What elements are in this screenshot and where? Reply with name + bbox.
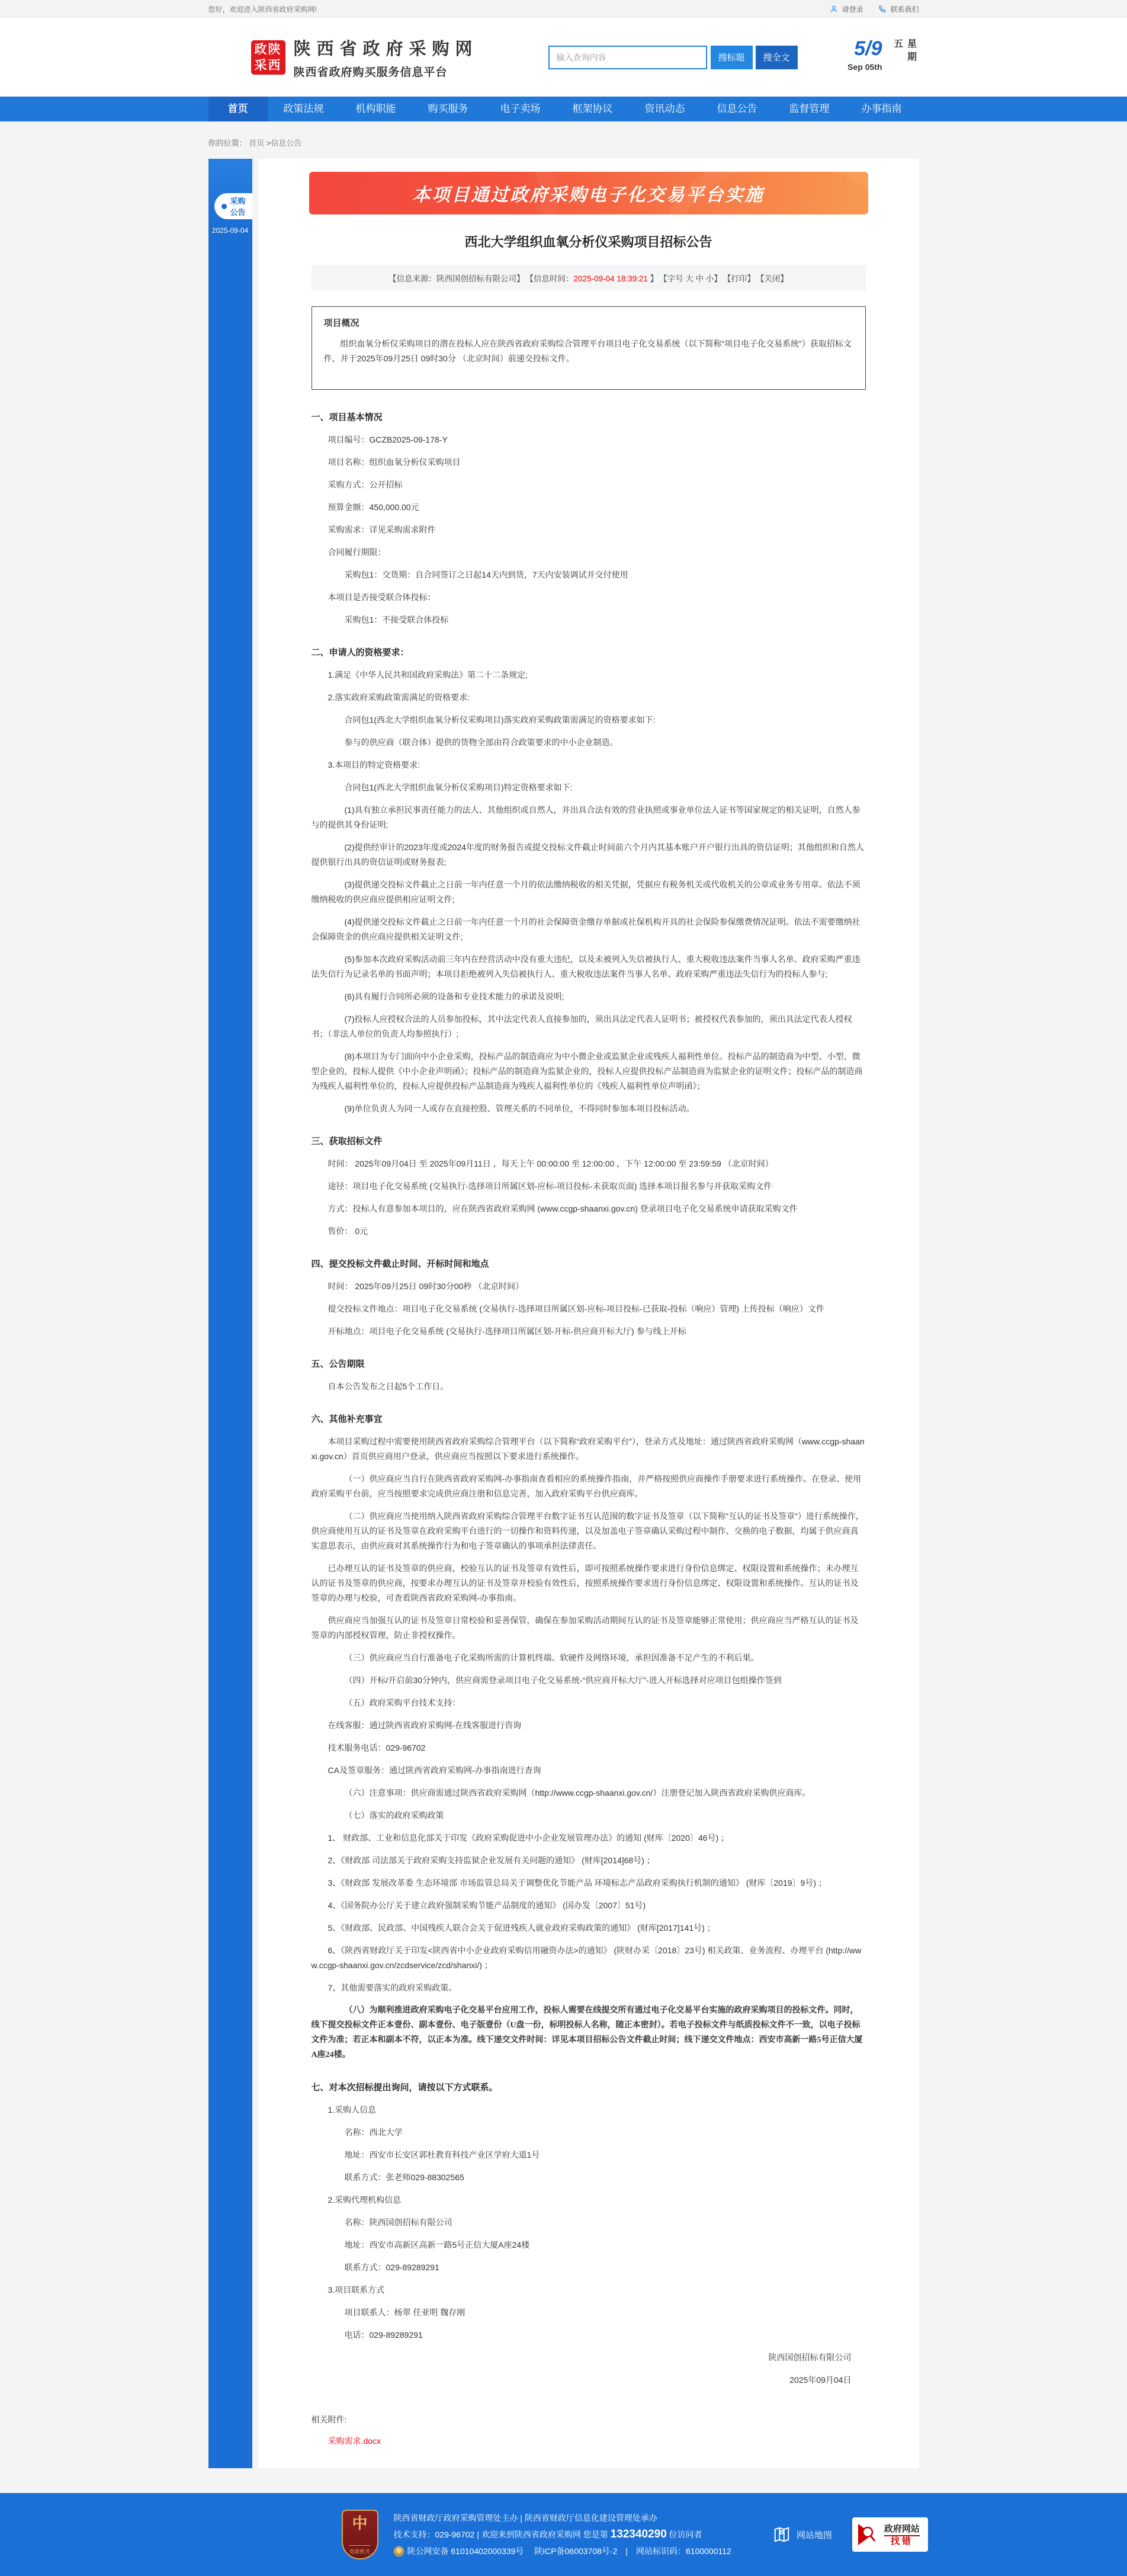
article-paragraph: (1)具有独立承担民事责任能力的法人、其他组织或自然人，并出具合法有效的营业执照或事业单位法人证书等国家规定的相关证明，自然人参与的提供其身份证明;: [311, 805, 860, 829]
section-heading: 五、公告期限: [311, 1359, 365, 1369]
bullet-dot-icon: [221, 204, 227, 209]
article-paragraph: 陕西国创招标有限公司: [768, 2353, 852, 2362]
attachment-link[interactable]: 采购需求.docx: [327, 2436, 381, 2446]
article-paragraph: （六）注意事项：供应商需通过陕西省政府采购网（http://www.ccgp-shaanxi.gov.cn/）注册登记加入陕西省政府采购供应商库。: [344, 1788, 811, 1798]
sitemap-label: 网站地图: [796, 2530, 832, 2540]
police-badge-icon: [394, 2546, 404, 2556]
article-paragraph: 合同履行期限：: [327, 547, 386, 557]
attachments-label: 相关附件:: [311, 2415, 347, 2424]
article-paragraph: （七）落实的政府采购政策: [344, 1811, 444, 1820]
nav-item-0[interactable]: 首页: [208, 97, 268, 121]
article-meta-bar: [312, 265, 866, 291]
footer-beian-line[interactable]: 陕公网安备 61010402000339号 陕ICP备06003708号-2 | 网站标识码：6100000112: [407, 2546, 731, 2556]
article-paragraph: 3、《财政部 发展改革委 生态环境部 市场监管总局关于调整优化节能产品 环境标志产品政府采购执行机制的通知》 (财库〔2019〕9号) ；: [327, 1878, 827, 1888]
nav-item-5[interactable]: 框架协议: [572, 103, 613, 114]
article-paragraph: 时间： 2025年09月04日 至 2025年09月11日 ，每天上午 00:00:00 至 12:00:00 ，下午 12:00:00 至 23:59:59 （北京时间）: [327, 1159, 773, 1168]
footer-text-block: [394, 2508, 731, 2561]
article-paragraph: 参与的供应商（联合体）提供的货物全部由符合政策要求的中小企业制造。: [344, 738, 618, 747]
article-paragraph: (9)单位负责人为同一人或存在直接控股、管理关系的不同单位，不得同时参加本项目投标活动。: [344, 1104, 695, 1113]
contact-link[interactable]: [878, 4, 919, 14]
article-panel: [258, 159, 919, 2468]
article-paragraph: 售价： 0元: [327, 1226, 368, 1236]
article-paragraph: 1.满足《中华人民共和国政府采购法》第二十二条规定;: [327, 670, 528, 680]
article-paragraph: 提交投标文件地点：项目电子化交易系统 (交易执行-选择项目所属区划-应标-项目投标-已获取-投标（响应）管理) 上传投标（响应）文件: [327, 1304, 824, 1313]
section-heading: 二、申请人的资格要求：: [311, 648, 409, 658]
nav-item-6[interactable]: 资讯动态: [644, 103, 685, 114]
article-paragraph: 采购包1：不接受联合体投标: [344, 615, 449, 624]
article-paragraph: (6)具有履行合同所必须的设备和专业技术能力的承诺及说明;: [344, 992, 564, 1001]
nav-item-1[interactable]: 政策法规: [283, 103, 324, 114]
font-size-control[interactable]: 【字号 大 中 小】: [659, 274, 722, 283]
main-nav: [0, 97, 1127, 121]
government-emblem-icon: 中 党政机关: [342, 2510, 378, 2559]
article-paragraph: 地址：西安市高新区高新一路5号正信大厦A座24楼: [344, 2240, 530, 2250]
article-paragraph: （二）供应商应当使用纳入陕西省政府采购综合管理平台数字证书互认范围的数字证书及签章（以下简称“互认的证书及签章”）进行系统操作，供应商使用互认的证书及签章在政府采购平台进行的一切操作和资料传递，以及加盖电子签章确认采购过程中制作、交换的电子数据，均属于供应商真实意思表示，由供应商对其系统操作行为和电子签章确认的事项承担法律责任。: [311, 1511, 864, 1550]
top-utility-bar: [0, 0, 1127, 18]
magnifier-icon: [857, 2523, 877, 2546]
article-paragraph: 项目编号：GCZB2025-09-178-Y: [327, 435, 448, 444]
section-heading: 七、对本次招标提出询问，请按以下方式联系。: [311, 2082, 498, 2093]
article-paragraph: 自本公告发布之日起5个工作日。: [327, 1382, 449, 1391]
login-label: 请登录: [842, 5, 863, 14]
nav-item-9[interactable]: 办事指南: [861, 103, 902, 114]
welcome-text: 您好，欢迎进入陕西省政府采购网!: [208, 5, 317, 14]
article-paragraph: 1.采购人信息: [327, 2105, 377, 2114]
article-paragraph: 方式：投标人有意参加本项目的，应在陕西省政府采购网 (www.ccgp-shaanxi.gov.cn) 登录项目电子化交易系统申请获取采购文件: [327, 1204, 798, 1213]
article-paragraph: 2.落实政府采购政策需满足的资格要求:: [327, 693, 470, 702]
article-paragraph: 4、《国务院办公厅关于建立政府强制采购节能产品制度的通知》 (国办发〔2007〕51号): [327, 1901, 646, 1910]
footer-support-line: 技术支持：029-96702 | 欢迎来到陕西省政府采购网 您是第 132340290 位访问者: [393, 2528, 702, 2540]
article-paragraph: 技术服务电话：029-96702: [327, 1743, 426, 1752]
attachments-block: [312, 2414, 866, 2447]
article-paragraph: 5、《财政部、民政部、中国残疾人联合会关于促进残疾人就业政府采购政策的通知》 (财库[2017]141号) ；: [327, 1923, 715, 1933]
article-paragraph: (3)提供递交投标文件截止之日前一年内任意一个月的依法缴纳税收的相关凭据，凭据应有税务机关或代收机关的公章或业务专用章。依法不须缴纳税收的供应商应提供相应证明文件;: [311, 880, 860, 904]
article-paragraph: 地址：西安市长安区郭杜教育科技产业区学府大道1号: [344, 2150, 540, 2160]
article-paragraph: (5)参加本次政府采购活动前三年内在经营活动中没有重大违纪，以及未被列入失信被执行人、重大税收违法案件当事人名单、政府采购严重违法失信行为记录名单的书面声明；本项目拒绝被列入失信被执行人、重大税收违法案件当事人名单、政府采购严重违法失信行为的投标人参与;: [311, 954, 860, 979]
article-paragraph: 本项目采购过程中需要使用陕西省政府采购综合管理平台（以下简称“政府采购平台”），登录方式及地址：通过陕西省政府采购网（www.ccgp-shaanxi.gov.cn）首页供应商用户登录，供应商应当按照以下要求进行系统操作。: [311, 1437, 865, 1461]
date-short: 5/9: [854, 37, 882, 60]
footer-organizer-line: 陕西省财政厅政府采购管理处主办 | 陕西省财政厅信息化建设管理处承办: [393, 2513, 657, 2523]
login-link[interactable]: [830, 4, 863, 14]
error-badge-bottom-label: 找错: [890, 2536, 913, 2546]
breadcrumb-separator: >: [264, 139, 271, 148]
map-icon: [773, 2526, 791, 2543]
nav-item-7[interactable]: 信息公告: [717, 103, 757, 114]
article-paragraph: 采购需求：详见采购需求附件: [327, 525, 436, 534]
article-paragraph: 电话：029-89289291: [344, 2330, 423, 2340]
site-footer: [0, 2493, 1127, 2576]
nav-item-8[interactable]: 监督管理: [789, 103, 830, 114]
platform-banner: [309, 172, 868, 214]
sidebar-category-label: 采购公告: [230, 197, 246, 217]
breadcrumb-current-link[interactable]: 信息公告: [271, 139, 302, 148]
breadcrumb: [208, 121, 919, 159]
site-logo: [251, 40, 285, 75]
article-paragraph: 采购方式：公开招标: [327, 480, 403, 489]
article-paragraph: 已办理互认的证书及签章的供应商，校验互认的证书及签章有效性后，即可按照系统操作要求进行身份信息绑定、权限设置和系统操作；未办理互认的证书及签章的供应商，按要求办理互认的证书及签章并校验有效性后，按照系统操作要求进行身份信息绑定、权限设置和系统操作。互认的证书及签章的办理与校验，可查看陕西省政府采购网-办事指南。: [311, 1563, 859, 1603]
search-title-button[interactable]: 搜标题: [711, 46, 753, 69]
emblem-caption: 党政机关: [349, 2545, 370, 2555]
article-paragraph: 2、《财政部 司法部关于政府采购支持监狱企业发展有关问题的通知》 (财库[2014]68号) ；: [327, 1856, 655, 1865]
article-paragraph: （一）供应商应当自行在陕西省政府采购网-办事指南查看相应的系统操作指南，并严格按照供应商操作手册要求进行系统操作。在登录、使用政府采购平台前，应当按照要求完成供应商注册和信息完善，加入政府采购平台供应商库。: [311, 1474, 862, 1498]
project-overview-box: [312, 306, 866, 390]
logo-text-2: 采西: [254, 58, 282, 72]
article-paragraph: 6、《陕西省财政厅关于印发<陕西省中小企业政府采购信用融资办法>的通知》 (陕财办采〔2018〕23号) 相关政策、业务流程、办理平台 (http://www.ccgp-shaanxi.gov.cn/zcdservice/zcd/shanxi/) ；: [311, 1946, 862, 1970]
breadcrumb-prefix: 你的位置：: [208, 139, 247, 148]
article-paragraph: 2.采购代理机构信息: [327, 2195, 402, 2205]
print-button[interactable]: 【打印】: [723, 274, 755, 283]
error-badge-top-label: 政府网站: [884, 2524, 920, 2536]
article-paragraph: 3.本项目的特定资格要求:: [327, 760, 420, 770]
meta-time: 【信息时间：2025-09-04 18:39:21 】: [525, 274, 659, 283]
article-paragraph: (8)本项目为专门面向中小企业采购，投标产品的制造商应为中小微企业或监狱企业或残疾人福利性单位。投标产品的制造商为中型、小型、微型企业的，投标人提供《中小企业声明函》；投标产品的制造商为监狱企业的，投标人应提供投标产品制造商为监狱企业的证明文件；投标产品的制造商为残疾人福利性单位的，投标人应提供投标产品制造商为残疾人福利性单位的《残疾人福利性单位声明函》；: [311, 1052, 863, 1091]
sidebar-item-procurement-notice[interactable]: [214, 193, 252, 219]
website-error-report-badge[interactable]: [852, 2517, 928, 2552]
article-paragraph: 2025年09月04日: [789, 2375, 852, 2385]
site-title: 陕西省政府采购网: [293, 39, 479, 59]
overview-heading: 项目概况: [323, 318, 359, 328]
article-paragraph: 合同包1(西北大学组织血氧分析仪采购项目)落实政府采购政策需满足的资格要求如下:: [344, 715, 656, 725]
article-paragraph: 采购包1：交货期：自合同签订之日起14天内到货，7天内安装调试并交付使用: [344, 570, 628, 579]
close-button[interactable]: 【关闭】: [756, 274, 788, 283]
article-paragraph: (2)提供经审计的2023年度或2024年度的财务报告或提交投标文件截止时间前六个月内其基本账户开户银行出具的资信证明；其他组织和自然人提供银行出具的资信证明或财务报表;: [311, 842, 864, 867]
article-paragraph: 途径：项目电子化交易系统 (交易执行-选择项目所属区划-应标-项目投标-未获取页面) 选择本项目报名参与并获取采购文件: [327, 1181, 772, 1191]
article-paragraph: （五）政府采购平台技术支持：: [344, 1698, 461, 1707]
article-paragraph: 7、其他需要落实的政府采购政策。: [327, 1983, 457, 1992]
article-paragraph: （四）开标/开启前30分钟内，供应商需登录项目电子化交易系统-“供应商开标大厅”-进入开标选择对应项目包组操作签到: [344, 1675, 782, 1685]
article-paragraph: 开标地点：项目电子化交易系统 (交易执行-选择项目所属区划-开标-供应商开标大厅) 参与线上开标: [327, 1327, 686, 1336]
section-heading: 六、其他补充事宜: [311, 1414, 383, 1424]
sitemap-link[interactable]: [773, 2526, 832, 2543]
nav-item-4[interactable]: 电子卖场: [500, 103, 541, 114]
article-paragraph: 项目联系人：杨翠 任亚明 魏存刚: [344, 2308, 465, 2317]
banner-text: 本项目通过政府采购电子化交易平台实施: [412, 185, 765, 205]
article-paragraph: 合同包1(西北大学组织血氧分析仪采购项目)特定资格要求如下:: [344, 783, 573, 792]
article-paragraph: 1、 财政部、工业和信息化部关于印发《政府采购促进中小企业发展管理办法》的通知 (财库〔2020〕46号) ；: [327, 1833, 729, 1843]
sidebar-date: 2025-09-04: [211, 226, 249, 235]
article-paragraph: 联系方式：029-89289291: [344, 2263, 439, 2272]
article-paragraph: 3.项目联系方式: [327, 2285, 385, 2295]
date-widget: [847, 39, 919, 76]
left-sidebar: [208, 159, 252, 2468]
article-paragraph: （三）供应商应当自行准备电子化采购所需的计算机终端、软硬件及网络环境，承担因准备不足产生的不利后果。: [344, 1653, 759, 1662]
contact-label: 联系我们: [890, 5, 919, 14]
article-body: [312, 306, 866, 2447]
article-paragraph: 名称：陕西国创招标有限公司: [344, 2218, 452, 2227]
article-paragraph: 本项目是否接受联合体投标：: [327, 592, 436, 602]
article-paragraph: 名称：西北大学: [344, 2128, 403, 2137]
article-paragraph: 预算金额：450,000.00元: [327, 502, 419, 512]
nav-item-2[interactable]: 机构职能: [355, 103, 396, 114]
article-paragraph: (4)提供递交投标文件截止之日前一年内任意一个月的社会保障资金缴存单据或社保机构开具的社会保险参保缴费情况证明。依法不需要缴纳社会保障资金的供应商应提供相关证明文件;: [311, 917, 860, 941]
site-header: [0, 18, 1127, 97]
section-heading: 四、提交投标文件截止时间、开标时间和地点: [311, 1259, 489, 1269]
meta-time-value: 2025-09-04 18:39:21: [573, 274, 648, 283]
section-heading: 三、获取招标文件: [311, 1136, 383, 1146]
article-paragraph: 供应商应当加强互认的证书及签章日常校验和妥善保管，确保在参加采购活动期间互认的证书及签章能够正常使用；供应商应当严格互认的证书及签章的内部授权管理，防止非授权操作。: [311, 1616, 859, 1640]
article-paragraph: CA及签章服务：通过陕西省政府采购网-办事指南进行查询: [327, 1766, 541, 1775]
visitor-count: 132340290: [610, 2528, 667, 2540]
article-paragraph: (7)投标人应授权合法的人员参加投标，其中法定代表人直接参加的，须出具法定代表人证明书；被授权代表参加的，须出具法定代表人授权书；（非法人单位的负责人均参照执行）;: [311, 1014, 852, 1039]
phone-icon: [878, 5, 887, 13]
site-subtitle: 陕西省政府购买服务信息平台: [293, 66, 448, 79]
user-icon: [830, 5, 838, 13]
date-weekday: 星期五: [892, 38, 916, 65]
breadcrumb-home-link[interactable]: 首页: [249, 139, 265, 148]
article-paragraph: 时间： 2025年09月25日 09时30分00秒 （北京时间）: [327, 1281, 524, 1291]
nav-item-3[interactable]: 购买服务: [428, 103, 468, 114]
section-heading: 一、项目基本情况: [311, 412, 383, 422]
article-paragraph: 项目名称：组织血氧分析仪采购项目: [327, 457, 461, 467]
logo-text-1: 政陕: [254, 42, 282, 56]
date-english: Sep 05th: [847, 62, 882, 72]
meta-source: 【信息来源：陕西国创招标有限公司】: [388, 274, 525, 283]
overview-text: 组织血氧分析仪采购项目的潜在投标人应在陕西省政府采购综合管理平台项目电子化交易系统（以下简称“项目电子化交易系统”）获取招标文件，并于2025年09月25日 09时30分 （北京时间）前递交投标文件。: [323, 339, 852, 363]
search-input[interactable]: [548, 46, 707, 69]
search-fulltext-button[interactable]: 搜全文: [756, 46, 798, 69]
article-paragraph: （八）为顺利推进政府采购电子化交易平台应用工作，投标人需要在线提交所有通过电子化交易平台实施的政府采购项目的投标文件。同时，线下提交投标文件正本壹份、副本壹份、电子版壹份（U盘一份，标明投标人名称，随正本密封）。若电子投标文件与纸质投标文件不一致，以电子投标文件为准；若正本和副本不符，以正本为准。线下递交文件时间：详见本项目招标公告文件截止时间；线下递交文件地点：西安市高新一路5号正信大厦A座24楼。: [311, 2006, 863, 2059]
article-paragraph: 联系方式：张老师029-88302565: [344, 2173, 464, 2182]
article-title: 西北大学组织血氧分析仪采购项目招标公告: [464, 235, 712, 249]
article-paragraph: 在线客服：通过陕西省政府采购网-在线客服进行咨询: [327, 1720, 522, 1730]
